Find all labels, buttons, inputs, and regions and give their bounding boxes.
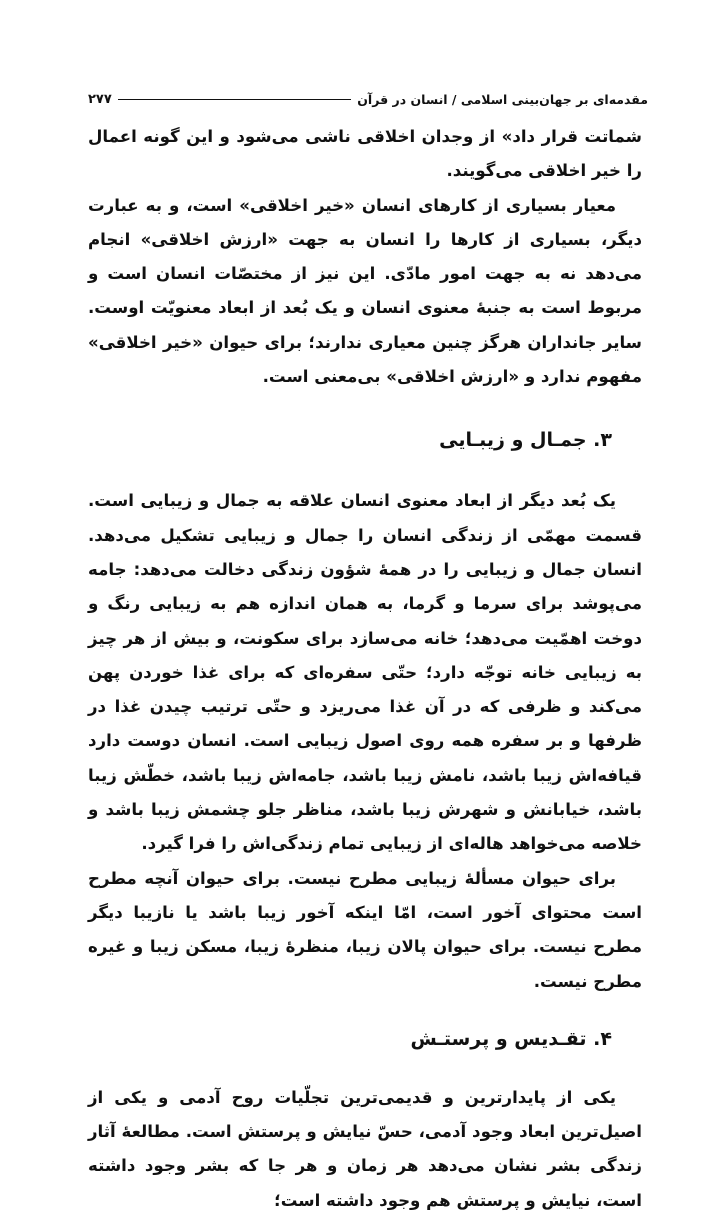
- running-title: مقدمه‌ای بر جهان‌بینی اسلامی / انسان در قرآن: [357, 91, 648, 107]
- paragraph: یکی از پایدارترین و قدیمی‌ترین تجلّیات روح آدمی و یکی از اصیل‌ترین ابعاد وجود آدمی، حسّ نیایش و پرستش است. مطالعهٔ آثار زندگی بشر نشان می‌دهد هر زمان و هر جا که بشر وجود داشته است، نیایش و پرستش هم وجود داشته است؛: [88, 1087, 642, 1210]
- header-rule: [118, 99, 351, 100]
- paragraph: معیار بسیاری از کارهای انسان «خیر اخلاقی» است، و به عبارت دیگر، بسیاری از کارها را انسان به جهت «ارزش اخلاقی» انجام می‌دهد نه به جهت امور مادّی. این نیز از مختصّات انسان است و مربوط است به جنبهٔ معنوی انسان و یک بُعد از ابعاد معنویّت اوست. سایر جانداران هرگز چنین معیاری ندارند؛ برای حیوان «خیر اخلاقی» مفهوم ندارد و «ارزش اخلاقی» بی‌معنی است.: [88, 195, 642, 387]
- page-header: [88, 86, 648, 112]
- paragraph: یک بُعد دیگر از ابعاد معنوی انسان علاقه به جمال و زیبایی است. قسمت مهمّی از زندگی انسان را جمال و زیبایی تشکیل می‌دهد. انسان جمال و زیبایی را در همهٔ شؤون زندگی دخالت می‌دهد: جامه می‌پوشد برای سرما و گرما، به همان اندازه هم به زیبایی رنگ و دوخت اهمّیت می‌دهد؛ خانه می‌سازد برای سکونت، و بیش از هر چیز به زیبایی خانه توجّه دارد؛ حتّی سفره‌ای که برای غذا خوردن پهن می‌کند و ظرفی که در آن غذا می‌ریزد و حتّی ترتیب چیدن غذا در ظرفها و بر سفره همه روی اصول زیبایی است. انسان دوست دارد قیافه‌اش زیبا باشد، نامش زیبا باشد، جامه‌اش زیبا باشد، خطّش زیبا باشد، خیابانش و شهرش زیبا باشد، مناظر جلو چشمش زیبا باشد و خلاصه می‌خواهد هاله‌ای از زیبایی تمام زندگی‌اش را فرا گیرد.: [88, 491, 642, 854]
- section-heading-worship: ۴. تقـدیس و پرستـش: [410, 1027, 612, 1050]
- paragraph: شماتت قرار داد» از وجدان اخلاقی ناشی می‌شود و این گونه اعمال را خیر اخلاقی می‌گویند.: [88, 127, 642, 181]
- page-number: ۲۷۷: [88, 91, 112, 107]
- page-body: [88, 120, 642, 1218]
- paragraph: برای حیوان مسألهٔ زیبایی مطرح نیست. برای حیوان آنچه مطرح است محتوای آخور است، امّا اینکه آخور زیبا باشد یا نازیبا دیگر مطرح نیست. برای حیوان پالان زیبا، منظرهٔ زیبا، مسکن زیبا و غیره مطرح نیست.: [88, 868, 642, 991]
- section-heading-beauty: ۳. جمـال و زیبـایی: [439, 429, 612, 452]
